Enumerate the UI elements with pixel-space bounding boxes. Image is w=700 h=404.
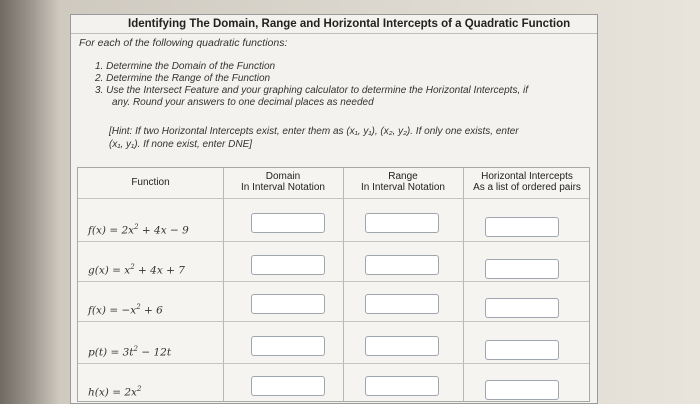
row-divider [78,321,589,322]
function-label-2: $g(x) = x^2 + 4x + 7$ [88,263,185,277]
column-divider [343,168,344,401]
row-divider [78,281,589,282]
function-label-1: $f(x) = 2x^2 + 4x - 9$ [88,223,189,237]
header-range-title: Range [388,171,418,182]
hint-text [109,125,589,151]
column-divider [223,168,224,401]
row-divider [78,241,589,242]
hint-line-2: (x₁, y₁). If none exist, enter DNE] [109,139,253,150]
intercepts-input-1[interactable] [485,217,559,237]
worksheet-panel [70,14,598,404]
header-intercepts-subtitle: As a list of ordered pairs [473,182,581,193]
function-label-3: $f(x) = -x^2 + 6$ [88,303,163,317]
header-function: Function [131,177,170,188]
header-range-subtitle: In Interval Notation [361,182,445,193]
step-2: 2. Determine the Range of the Function [95,73,271,84]
row-divider [78,198,589,199]
row-divider [78,363,589,364]
step-3: 3. Use the Intersect Feature and your graphing calculator to determine the Horizontal Intercepts, if [95,85,529,96]
header-domain-subtitle: In Interval Notation [241,182,325,193]
hint-line-1: [Hint: If two Horizontal Intercepts exist, enter them as (x₁, y₁), (x₂, y₂). If only one exists, enter [109,126,519,137]
step-3-continued: any. Round your answers to one decimal places as needed [112,97,374,108]
range-input-2[interactable] [365,255,439,275]
step-1: 1. Determine the Domain of the Function [95,61,276,72]
domain-input-5[interactable] [251,376,325,396]
range-input-4[interactable] [365,336,439,356]
intercepts-input-3[interactable] [485,298,559,318]
header-domain-title: Domain [265,171,301,182]
intercepts-input-4[interactable] [485,340,559,360]
intercepts-input-5[interactable] [485,380,559,400]
answer-table [77,167,590,402]
range-input-3[interactable] [365,294,439,314]
intro-text: For each of the following quadratic functions: [79,37,288,49]
worksheet-title: Identifying The Domain, Range and Horizontal Intercepts of a Quadratic Function [71,15,597,34]
function-label-4: $p(t) = 3t^2 - 12t$ [88,345,172,359]
range-input-5[interactable] [365,376,439,396]
domain-input-4[interactable] [251,336,325,356]
function-label-5: $h(x) = 2x^2$ [88,385,142,399]
header-intercepts-title: Horizontal Intercepts [481,171,573,182]
column-divider [463,168,464,401]
range-input-1[interactable] [365,213,439,233]
intercepts-input-2[interactable] [485,259,559,279]
header-range [343,171,463,193]
domain-input-3[interactable] [251,294,325,314]
header-domain [223,171,343,193]
header-intercepts [463,171,591,193]
domain-input-2[interactable] [251,255,325,275]
domain-input-1[interactable] [251,213,325,233]
instruction-steps [95,61,528,109]
